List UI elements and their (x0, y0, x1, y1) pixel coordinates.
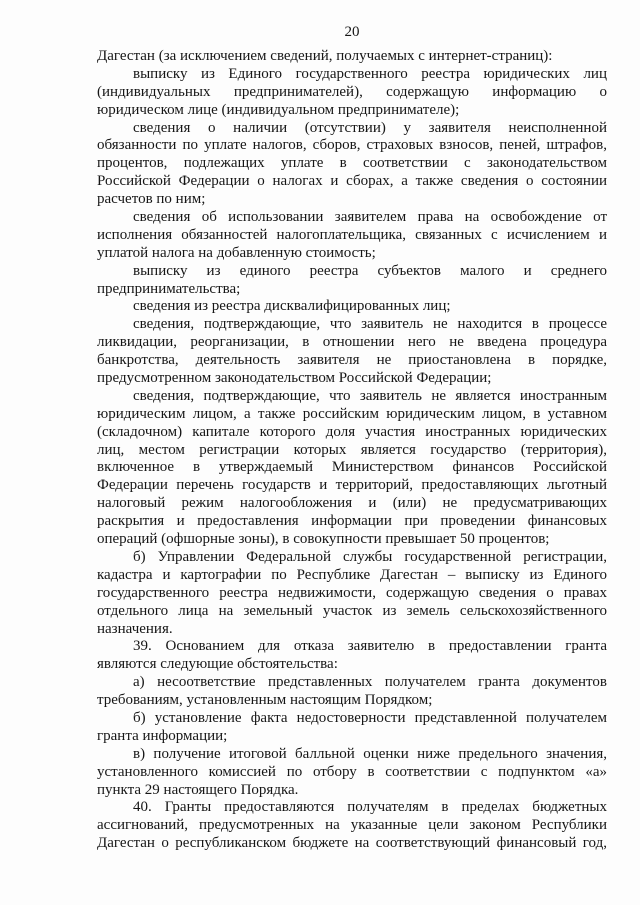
text-line: ликвидации, реорганизации, в отношении него не введена процедура (97, 334, 607, 351)
text-line: банкротства, деятельность заявителя не приостановлена в порядке, (97, 352, 607, 369)
text-line: предусмотренном законодательством Российской Федерации; (97, 370, 492, 387)
paragraph (97, 120, 607, 209)
text-line: налоговый режим налогообложения и (или) не предусматривающих (97, 495, 607, 512)
text-line: (индивидуальных предпринимателей), содержащую информацию о (97, 83, 607, 100)
text-line: кадастра и картографии по Республике Дагестан – выписку из Единого (97, 566, 607, 583)
text-line: 40. Гранты предоставляются получателям в пределах бюджетных (133, 799, 607, 816)
text-line: установленного комиссией по отбору в соответствии с подпунктом «а» (97, 763, 607, 780)
page-number: 20 (344, 24, 360, 40)
paragraph (97, 66, 607, 120)
paragraph (97, 799, 607, 853)
text-line: процентов, подлежащих уплате в соответствии с законодательством (97, 155, 607, 172)
paragraph (97, 209, 607, 263)
text-line: сведения, подтверждающие, что заявитель не находится в процессе (133, 316, 607, 333)
text-line: юридическим лицом, а также российским юридическим лицом, в уставном (97, 405, 607, 422)
text-line: сведения из реестра дисквалифицированных лиц; (133, 298, 451, 315)
text-line: назначения. (97, 620, 173, 637)
text-line: включенное в утверждаемый Министерством финансов Российской (97, 459, 607, 476)
text-line: а) несоответствие представленных получателем гранта документов (133, 674, 607, 691)
text-line: выписку из единого реестра субъектов малого и среднего (133, 262, 607, 279)
text-line: гранта информации; (97, 727, 228, 744)
text-line: требованиям, установленным настоящим Порядком; (97, 692, 433, 709)
text-line: операций (офшорные зоны), в совокупности превышает 50 процентов; (97, 531, 550, 548)
text-line: государственного реестра недвижимости, содержащую сведения о правах (97, 584, 607, 601)
text-line: являются следующие обстоятельства: (97, 656, 338, 673)
text-line: выписку из Единого государственного реестра юридических лиц (133, 65, 607, 82)
text-line: Дагестан о республиканском бюджете на соответствующий финансовый год, (97, 835, 607, 852)
document-body (97, 48, 607, 853)
text-line: лиц, местом регистрации которых является государство (территория), (97, 441, 607, 458)
text-line: сведения об использовании заявителем права на освобождение от (133, 209, 607, 226)
text-line: сведения о наличии (отсутствии) у заявителя неисполненной (133, 119, 607, 136)
text-line: Федерации перечень государств и территорий, предоставляющих льготный (97, 477, 607, 494)
text-line: отдельного лица на земельный участок из земель сельскохозяйственного (97, 602, 607, 619)
text-line: в) получение итоговой балльной оценки ниже предельного значения, (133, 745, 607, 762)
text-line: Российской Федерации о налогах и сборах, а также сведения о состоянии (97, 173, 607, 190)
text-line: 39. Основанием для отказа заявителю в предоставлении гранта (133, 638, 607, 655)
text-line: обязанности по уплате налогов, сборов, страховых взносов, пеней, штрафов, (97, 137, 607, 154)
paragraph (97, 48, 607, 66)
paragraph (97, 316, 607, 388)
paragraph (97, 746, 607, 800)
text-line: исполнения обязанностей налогоплательщика, связанных с исчислением и (97, 226, 607, 243)
text-line: б) установление факта недостоверности представленной получателем (133, 709, 607, 726)
paragraph (97, 674, 607, 710)
text-line: б) Управлении Федеральной службы государственной регистрации, (133, 548, 607, 565)
paragraph (97, 549, 607, 638)
text-line: расчетов по ним; (97, 191, 206, 208)
paragraph (97, 638, 607, 674)
paragraph (97, 710, 607, 746)
text-line: ассигнований, предусмотренных на указанные цели законом Республики (97, 817, 607, 834)
paragraph (97, 388, 607, 549)
text-line: предпринимательства; (97, 280, 241, 297)
text-line: пункта 29 настоящего Порядка. (97, 781, 299, 798)
text-line: (складочном) капитале которого доля участия иностранных юридических (97, 423, 607, 440)
text-line: Дагестан (за исключением сведений, получаемых с интернет-страниц): (97, 48, 553, 64)
text-line: уплатой налога на добавленную стоимость; (97, 244, 376, 261)
text-line: юридическом лице (индивидуальном предпринимателе); (97, 101, 460, 118)
paragraph (97, 263, 607, 299)
paragraph (97, 298, 607, 316)
text-line: сведения, подтверждающие, что заявитель не является иностранным (133, 387, 607, 404)
text-line: раскрытия и предоставления информации при проведении финансовых (97, 513, 607, 530)
